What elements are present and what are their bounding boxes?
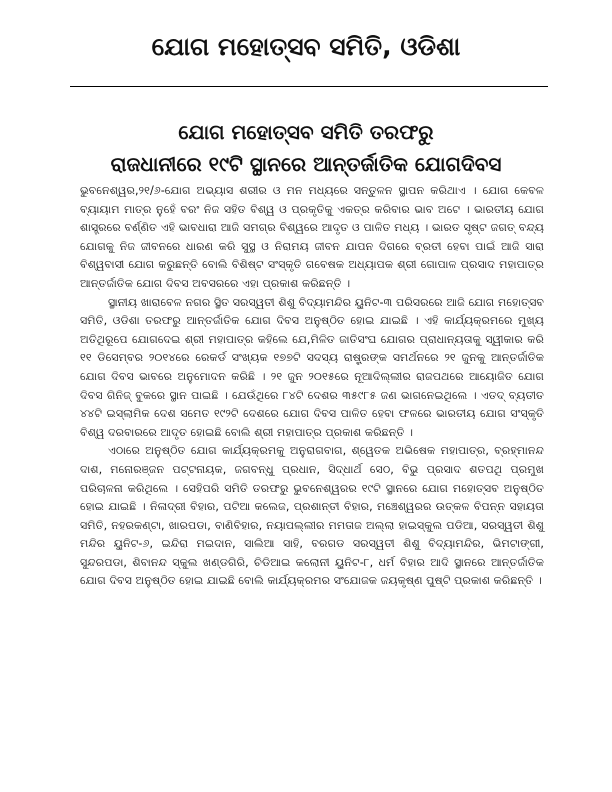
headline-line-2: ରାଜଧାନୀରେ ୧୯ଟି ସ୍ଥାନରେ ଆନ୍ତର୍ଜାତିକ ଯୋଗଦିବସ <box>110 152 502 176</box>
article-paragraph: ଏଠାରେ ଅନୁଷ୍ଠିତ ଯୋଗ କାର୍ଯ୍ୟକ୍ରମକୁ ଅନୁରାଗବାଗ, ଶ୍ୱେତକ ଅଭିଷେକ ମହାପାତ୍ର, ବ୍ରହ୍ମାନନ୍ଦ ଦାଶ, ମନୋରଞ୍ଜନ ପଟ୍ଟନାୟକ, ଜଗବନ୍ଧୁ ପ୍ରଧାନ, ସିଦ୍ଧାର୍ଥ ସେଠ, ବିଭୁ ପ୍ରସାଦ ଶତପଥି ପ୍ରମୁଖ ପରିଚାଳନା କରିଥିଲେ । ସେହିପରି ସମିତି ତରଫରୁ ଭୁବନେଶ୍ୱରର ୧୯ଟି ସ୍ଥାନରେ ଯୋଗ ମହୋତ୍ସବ ଅନୁଷ୍ଠିତ ହୋଇ ଯାଇଛି । ନିଳାଦ୍ରୀ ବିହାର, ପଟିଆ କଲେଜ, ପ୍ରଶାନ୍ତୀ ବିହାର, ମଞ୍ଚେଶ୍ୱରର ଉତ୍କଳ ବିପନ୍ନ ସହାୟତା ସମିତି, ନହରକଣ୍ଟା, ଖାରପଡା, ବାଣିବିହାର, ନୟାପଲ୍ଲୀର ମମତାଜ ଅଲ୍ଲା ହାଇସ୍କୁଲ ପଡିଆ, ସରସ୍ୱତୀ ଶିଶୁ ମନ୍ଦିର ୟୁନିଟ-୬, ଇନ୍ଦିରା ମଇଦାନ, ସାଲିଆ ସାହି, ବରଗଡ ସରସ୍ୱତୀ ଶିଶୁ ବିଦ୍ୟାମନ୍ଦିର, ଭିମଟାଙ୍ଗୀ, ସୁନ୍ଦରପଡା, ଶିବାନନ୍ଦ ସ୍କୁଲ ଖଣ୍ଡଗିରି, ଚିଡିଆଇ କଲୋନୀ ୟୁନିଟ-୮, ଧର୍ମ ବିହାର ଆଦି ସ୍ଥାନରେ ଆନ୍ତର୍ଜାତିକ ଯୋଗ ଦିବସ ଅନୁଷ୍ଠିତ ହୋଇ ଯାଇଛି ବୋଲି କାର୍ଯ୍ୟକ୍ରମର ସଂଯୋଜକ ଜୟକୃଷ୍ଣ ପୁଷ୍ଟି ପ୍ରକାଶ କରିଛନ୍ତି । <box>80 444 544 588</box>
article-body <box>80 182 544 591</box>
organization-masthead: ଯୋଗ ମହୋତ୍ସବ ସମିତି, ଓଡିଶା <box>151 32 461 61</box>
article-paragraph: ସ୍ଥାନୀୟ ଖାରାବେଳ ନଗର ସ୍ଥିତ ସରସ୍ୱତୀ ଶିଶୁ ବିଦ୍ୟାମନ୍ଦିର ୟୁନିଟ-୩ ପରିସରରେ ଆଜି ଯୋଗ ମହୋତ୍ସବ ସମିତି, ଓଡିଶା ତରଫରୁ ଆନ୍ତର୍ଜାତିକ ଯୋଗ ଦିବସ ଅନୁଷ୍ଠିତ ହୋଇ ଯାଇଛି । ଏହି କାର୍ଯ୍ୟକ୍ରମରେ ମୁଖ୍ୟ ଅତିଥିରୂପେ ଯୋଗଦେଇ ଶ୍ରୀ ମହାପାତ୍ର କହିଲେ ଯେ,ମିଳିତ ଜାତିସଂଘ ଯୋଗର ପ୍ରାଧାନ୍ୟତାକୁ ସ୍ୱୀକାର କରି ୧୧ ଡିସେମ୍ବର ୨୦୧୪ରେ ରେକର୍ଡ ସଂଖ୍ୟକ ୧୭୭ଟି ସଦସ୍ୟ ରାଷ୍ଟ୍ରଙ୍କ ସମର୍ଥନରେ ୨୧ ଜୁନକୁ ଆନ୍ତର୍ଜାତିକ ଯୋଗ ଦିବସ ଭାବରେ ଅନୁମୋଦନ କରିଛି । ୨୧ ଜୁନ ୨୦୧୫ରେ ନୂଆଦିଲ୍ଲୀର ରାଜପଥରେ ଆୟୋଜିତ ଯୋଗ ଦିବସ ଗିନିଜ୍ ବୁକରେ ସ୍ଥାନ ପାଇଛି । ଯେଉଁଥିରେ ୮୪ଟି ଦେଶର ୩୫୯୮୫ ଜଣ ଭାଗନେଇଥିଲେ । ଏତଦ୍ ବ୍ୟତୀତ ୪୪ଟି ଇସ୍ଲାମିକ ଦେଶ ସମେତ ୧୯୨ଟି ଦେଶରେ ଯୋଗ ଦିବସ ପାଳିତ ହେବା ଫଳରେ ଭାରତୀୟ ଯୋଗ ସଂସ୍କୃତି ବିଶ୍ୱ ଦରବାରରେ ଆଦୃତ ହୋଇଛି ବୋଲି ଶ୍ରୀ ମହାପାତ୍ର ପ୍ରକାଶ କରିଛନ୍ତି । <box>80 295 544 439</box>
headline-line-1: ଯୋଗ ମହୋତ୍ସବ ସମିତି ତରଫରୁ <box>178 120 434 144</box>
header-divider <box>70 86 548 87</box>
article-paragraph: ଭୁବନେଶ୍ୱର,୨୧/୬-ଯୋଗ ଅଭ୍ୟାସ ଶରୀର ଓ ମନ ମଧ୍ୟରେ ସନ୍ତୁଳନ ସ୍ଥାପନ କରିଥାଏ । ଯୋଗ କେବଳ ବ୍ୟାୟାମ ମାତ୍ର ନୁହେଁ ବରଂ ନିଜ ସହିତ ବିଶ୍ୱ ଓ ପ୍ରକୃତିକୁ ଏକତ୍ର କରିବାର ଭାବ ଅଟେ । ଭାରତୀୟ ଯୋଗ ଶାସ୍ତ୍ରରେ ବର୍ଣ୍ଣିତ ଏହି ଭାବଧାରା ଆଜି ସମଗ୍ର ବିଶ୍ୱରେ ଆଦୃତ ଓ ପାଳିତ ମଧ୍ୟ । ଭାରତ ସୃଷ୍ଟ ଜଗତ୍ ବନ୍ଦ୍ୟ ଯୋଗକୁ ନିଜ ଜୀବନରେ ଧାରଣ କରି ସୁସ୍ଥ ଓ ନିରାମୟ ଜୀବନ ଯାପନ ଦିଗରେ ବ୍ରତୀ ହେବା ପାଇଁ ଆଜି ସାରା ବିଶ୍ୱବାସୀ ଯୋଗ କରୁଛନ୍ତି ବୋଲି ବିଶିଷ୍ଟ ସଂସ୍କୃତି ଗବେଷକ ଅଧ୍ୟାପକ ଶ୍ରୀ ଗୋପାଳ ପ୍ରସାଦ ମହାପାତ୍ର ଆନ୍ତର୍ଜାତିକ ଯୋଗ ଦିବସ ଅବସରରେ ଏହା ପ୍ରକାଶ କରିଛନ୍ତି । <box>80 184 544 290</box>
